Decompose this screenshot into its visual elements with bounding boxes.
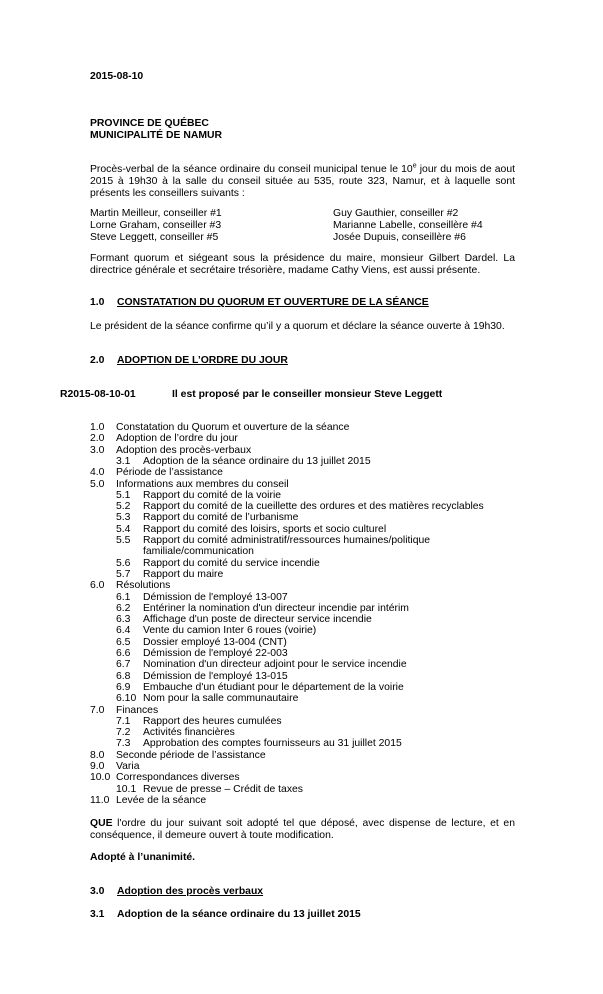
proposed-by: Il est proposé par le conseiller monsieur Steve Leggett bbox=[172, 389, 443, 400]
councillor: Guy Gauthier, conseiller #2 bbox=[333, 208, 459, 219]
agenda-item-label: Affichage d'un poste de directeur service incendie bbox=[143, 614, 372, 626]
agenda-item-label: Démission de l'employé 13-007 bbox=[143, 591, 288, 603]
section-3-1-title: Adoption de la séance ordinaire du 13 juillet 2015 bbox=[117, 909, 361, 920]
section-2-number: 2.0 bbox=[90, 355, 105, 366]
intro-paragraph bbox=[90, 164, 515, 200]
agenda-item-label: Démission de l'employé 13-015 bbox=[143, 670, 288, 682]
agenda-item-label: Adoption de la séance ordinaire du 13 juillet 2015 bbox=[143, 455, 371, 467]
agenda-item-label: Seconde période de l’assistance bbox=[116, 749, 266, 761]
agenda-item-number: 9.0 bbox=[90, 761, 105, 772]
agenda-item-number: 7.0 bbox=[90, 704, 105, 716]
agenda-list bbox=[90, 422, 530, 812]
agenda-item-number: 5.2 bbox=[116, 501, 131, 513]
agenda-item-label: Correspondances diverses bbox=[116, 772, 240, 784]
agenda-item-number: 6.5 bbox=[116, 636, 131, 648]
agenda-item-label: Revue de presse – Crédit de taxes bbox=[143, 783, 303, 795]
agenda-item-number: 6.3 bbox=[116, 614, 131, 626]
agenda-item-number: 3.1 bbox=[116, 455, 131, 467]
agenda-item-number: 11.0 bbox=[90, 794, 110, 806]
agenda-item-number: 7.1 bbox=[116, 715, 131, 727]
agenda-item-number: 4.0 bbox=[90, 467, 105, 479]
agenda-item-number: 2.0 bbox=[90, 433, 105, 445]
section-1-text: Le président de la séance confirme qu’il y a quorum et déclare la séance ouverte à 19h30. bbox=[90, 321, 505, 332]
adopted-text: Adopté à l’unanimité. bbox=[90, 852, 196, 863]
agenda-item-label: Finances bbox=[116, 704, 159, 716]
que-text: l'ordre du jour suivant soit adopté tel que déposé, avec dispense de lecture, et en conséquence, il demeure ouvert à toute modification. bbox=[90, 818, 515, 841]
agenda-item-number: 6.10 bbox=[116, 693, 137, 705]
agenda-item-number: 6.1 bbox=[116, 591, 131, 603]
agenda-item-label: Rapport du comité de la cueillette des ordures et des matières recyclables bbox=[143, 501, 484, 513]
agenda-item-label: Embauche d'un étudiant pour le département de la voirie bbox=[143, 681, 404, 693]
agenda-item-label: Rapport du comité du service incendie bbox=[143, 557, 320, 569]
agenda-item-number: 8.0 bbox=[90, 749, 105, 761]
intro-superscript: e bbox=[412, 162, 417, 170]
resolution-number: R2015-08-10-01 bbox=[60, 389, 136, 400]
que-keyword: QUE bbox=[90, 818, 113, 829]
agenda-item-label: Adoption des procès-verbaux bbox=[116, 444, 252, 456]
councillor: Josée Dupuis, conseillère #6 bbox=[333, 232, 466, 243]
councillors-right-column bbox=[333, 208, 483, 244]
agenda-item-label: Rapport des heures cumulées bbox=[143, 715, 282, 727]
agenda-item-number: 5.3 bbox=[116, 512, 131, 524]
councillor: Martin Meilleur, conseiller #1 bbox=[90, 208, 222, 219]
agenda-item-number: 3.0 bbox=[90, 444, 105, 456]
intro-text: Procès-verbal de la séance ordinaire du conseil municipal tenue le 10 bbox=[90, 164, 413, 175]
agenda-item-number: 10.1 bbox=[116, 783, 137, 795]
agenda-item-label: Informations aux membres du conseil bbox=[116, 478, 289, 490]
agenda-item-label: Dossier employé 13-004 (CNT) bbox=[143, 636, 287, 648]
section-1-title: CONSTATATION DU QUORUM ET OUVERTURE DE LA SÉANCE bbox=[117, 297, 429, 308]
agenda-item-label: Rapport du comité de l’urbanisme bbox=[143, 512, 299, 524]
que-paragraph bbox=[90, 818, 515, 842]
section-3-number: 3.0 bbox=[90, 886, 105, 897]
section-2-title: ADOPTION DE L’ORDRE DU JOUR bbox=[117, 355, 288, 366]
quorum-paragraph: Formant quorum et siégeant sous la présidence du maire, monsieur Gilbert Dardel. La directrice générale et secrétaire trésorière, madame Cathy Viens, est aussi présente. bbox=[90, 253, 515, 276]
agenda-item-label: Rapport du comité de la voirie bbox=[143, 489, 282, 501]
agenda-item-label: Nom pour la salle communautaire bbox=[143, 693, 299, 705]
agenda-item-label: Constatation du Quorum et ouverture de la séance bbox=[116, 422, 350, 433]
document-date: 2015-08-10 bbox=[90, 71, 144, 82]
agenda-item-number: 6.9 bbox=[116, 681, 131, 693]
municipality-heading: MUNICIPALITÉ DE NAMUR bbox=[90, 130, 222, 141]
section-3-title: Adoption des procès verbaux bbox=[117, 886, 264, 897]
agenda-item-label: Rapport du comité administratif/ressources humaines/politique bbox=[143, 535, 431, 546]
agenda-item-label: Varia bbox=[116, 761, 140, 772]
agenda-item-number: 7.3 bbox=[116, 738, 131, 750]
agenda-item-number: 6.6 bbox=[116, 648, 131, 659]
section-3-1-number: 3.1 bbox=[90, 909, 105, 920]
agenda-item-label: Nomination d'un directeur adjoint pour le service incendie bbox=[143, 659, 407, 671]
councillor: Marianne Labelle, conseillère #4 bbox=[333, 220, 483, 231]
agenda-item-label: Adoption de l’ordre du jour bbox=[116, 433, 238, 445]
councillor: Steve Leggett, conseiller #5 bbox=[90, 232, 219, 243]
agenda-item-label: Résolutions bbox=[116, 580, 171, 592]
councillors-left-column bbox=[90, 208, 222, 244]
agenda-item-label: Entériner la nomination d'un directeur incendie par intérim bbox=[143, 602, 409, 614]
agenda-item-number: 6.7 bbox=[116, 659, 131, 671]
agenda-item-number: 6.8 bbox=[116, 670, 131, 682]
councillor: Lorne Graham, conseiller #3 bbox=[90, 220, 222, 231]
section-1-number: 1.0 bbox=[90, 297, 105, 308]
agenda-item-label: Vente du camion Inter 6 roues (voirie) bbox=[143, 625, 317, 637]
agenda-item-number: 6.2 bbox=[116, 602, 131, 614]
agenda-item-label: Période de l’assistance bbox=[116, 467, 223, 479]
agenda-item-label: Levée de la séance bbox=[116, 794, 207, 806]
agenda-item-number: 6.4 bbox=[116, 625, 131, 637]
agenda-item-number: 5.7 bbox=[116, 568, 131, 580]
agenda-item-label: familiale/communication bbox=[143, 546, 254, 558]
intro-text-rest: jour du mois de aout 2015 à 19h30 à la salle du conseil située au 535, route 323, Namur, et à laquelle sont présents les conseillers suivants : bbox=[90, 164, 515, 199]
agenda-item-number: 5.0 bbox=[90, 478, 105, 490]
agenda-item-label: Rapport du comité des loisirs, sports et socio culturel bbox=[143, 523, 387, 535]
agenda-item-label: Démission de l'employé 22-003 bbox=[143, 648, 288, 659]
agenda-item-number: 1.0 bbox=[90, 422, 105, 433]
agenda-item-number: 5.6 bbox=[116, 557, 131, 569]
agenda-item-number: 10.0 bbox=[90, 772, 111, 784]
agenda-item-number: 7.2 bbox=[116, 727, 131, 739]
agenda-item-number: 5.1 bbox=[116, 489, 131, 501]
agenda-item-number: 6.0 bbox=[90, 580, 105, 592]
agenda-item-number: 5.5 bbox=[116, 535, 131, 546]
agenda-item-label: Activités financières bbox=[143, 727, 235, 739]
agenda-item-label: Approbation des comptes fournisseurs au 31 juillet 2015 bbox=[143, 738, 402, 750]
agenda-item-number: 5.4 bbox=[116, 523, 131, 535]
agenda-item-label: Rapport du maire bbox=[143, 568, 224, 580]
province-heading: PROVINCE DE QUÉBEC bbox=[90, 118, 209, 129]
